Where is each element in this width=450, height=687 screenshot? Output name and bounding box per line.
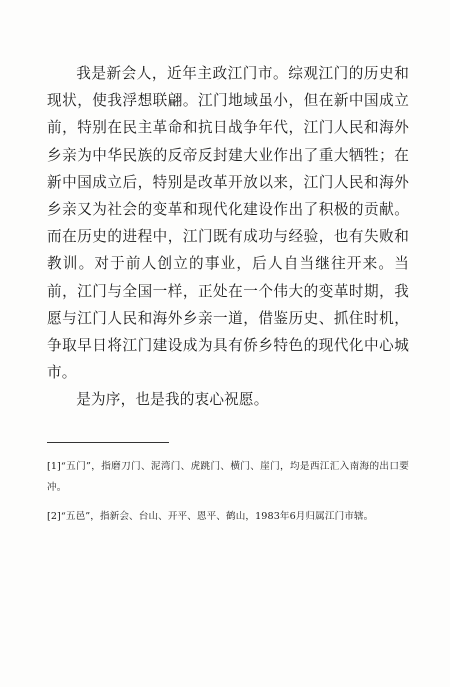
footnote-divider (47, 442, 169, 443)
footnote-1: [1]“五门”，指磨刀门、泥湾门、虎跳门、横门、崖门，均是西江汇入南海的出口要冲。 (47, 461, 409, 493)
main-text (47, 60, 409, 414)
paragraph-1: 我是新会人，近年主政江门市。综观江门的历史和现状，使我浮想联翩。江门地域虽小，但在新中国成立前，特别在民主革命和抗日战争年代，江门人民和海外乡亲为中华民族的反帝反封建大业作出了重大牺牲；在新中国成立后，特别是改革开放以来，江门人民和海外乡亲又为社会的变革和现代化建设作出了积极的贡献。而在历史的进程中，江门既有成功与经验，也有失败和教训。对于前人创立的事业，后人自当继往开来。当前，江门与全国一样，正处在一个伟大的变革时期，我愿与江门人民和海外乡亲一道，借鉴历史、抓住时机，争取早日将江门建设成为具有侨乡特色的现代化中心城市。 (47, 65, 409, 382)
footnotes (47, 456, 409, 535)
footnote-2: [2]“五邑”，指新会、台山、开平、恩平、鹤山，1983年6月归属江门市辖。 (47, 511, 374, 522)
paragraph-2: 是为序，也是我的衷心祝愿。 (76, 391, 269, 409)
